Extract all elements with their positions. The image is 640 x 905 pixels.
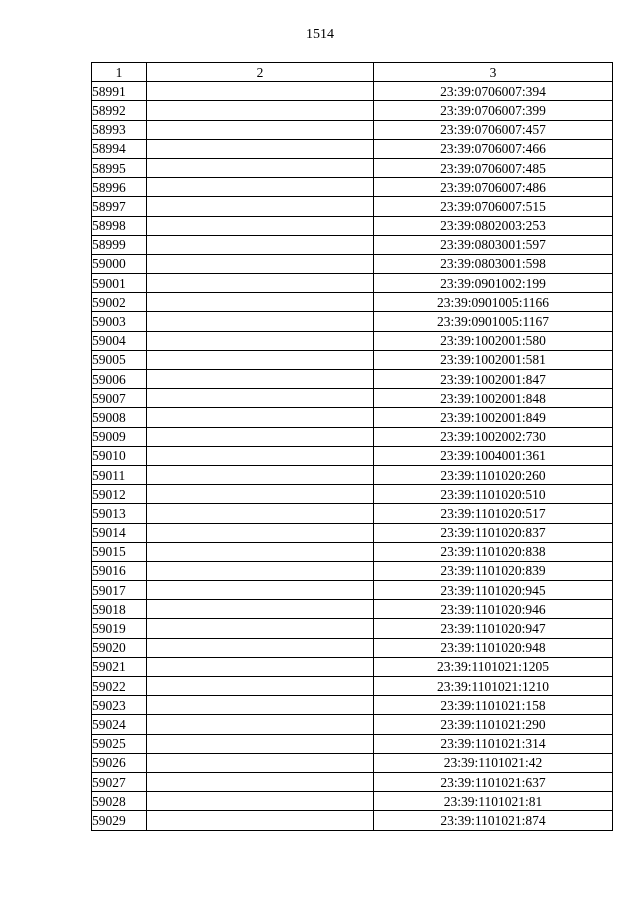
description-cell: [147, 581, 374, 600]
record-number-cell: 58994: [92, 139, 147, 158]
table-row: [92, 178, 613, 197]
description-cell: [147, 619, 374, 638]
table-row: [92, 216, 613, 235]
table-row: [92, 446, 613, 465]
cadastral-number-cell: 23:39:1002001:849: [374, 408, 613, 427]
table-row: [92, 772, 613, 791]
description-cell: [147, 427, 374, 446]
table-row: [92, 542, 613, 561]
cadastral-number-cell: 23:39:1101020:838: [374, 542, 613, 561]
table-row: [92, 561, 613, 580]
table-row: [92, 235, 613, 254]
table-row: [92, 485, 613, 504]
cadastral-number-cell: 23:39:1101021:158: [374, 696, 613, 715]
description-cell: [147, 657, 374, 676]
record-number-cell: 58998: [92, 216, 147, 235]
record-number-cell: 59024: [92, 715, 147, 734]
description-cell: [147, 408, 374, 427]
table-row: [92, 254, 613, 273]
table-row: [92, 197, 613, 216]
cadastral-number-cell: 23:39:1101021:290: [374, 715, 613, 734]
table-row: [92, 350, 613, 369]
record-number-cell: 59008: [92, 408, 147, 427]
record-number-cell: 59023: [92, 696, 147, 715]
cadastral-number-cell: 23:39:1002002:730: [374, 427, 613, 446]
cadastral-number-cell: 23:39:1002001:580: [374, 331, 613, 350]
description-cell: [147, 312, 374, 331]
table-row: [92, 465, 613, 484]
description-cell: [147, 331, 374, 350]
cadastral-number-cell: 23:39:0706007:466: [374, 139, 613, 158]
table-row: [92, 581, 613, 600]
cadastral-number-cell: 23:39:1101020:947: [374, 619, 613, 638]
cadastral-number-cell: 23:39:1101020:510: [374, 485, 613, 504]
description-cell: [147, 370, 374, 389]
cadastral-number-cell: 23:39:1101021:874: [374, 811, 613, 830]
record-number-cell: 59014: [92, 523, 147, 542]
table-row: [92, 82, 613, 101]
cadastral-number-cell: 23:39:0706007:457: [374, 120, 613, 139]
cadastral-number-cell: 23:39:1101021:1210: [374, 677, 613, 696]
cadastral-number-cell: 23:39:1002001:581: [374, 350, 613, 369]
description-cell: [147, 350, 374, 369]
description-cell: [147, 638, 374, 657]
table-row: [92, 274, 613, 293]
record-number-cell: 59022: [92, 677, 147, 696]
record-number-cell: 59020: [92, 638, 147, 657]
record-number-cell: 58999: [92, 235, 147, 254]
cadastral-number-cell: 23:39:0706007:515: [374, 197, 613, 216]
table-row: [92, 734, 613, 753]
column-header-2: 2: [147, 63, 374, 82]
table-row: [92, 811, 613, 830]
table-row: [92, 331, 613, 350]
description-cell: [147, 293, 374, 312]
record-number-cell: 59019: [92, 619, 147, 638]
header-row: [92, 63, 613, 82]
table-row: [92, 389, 613, 408]
description-cell: [147, 811, 374, 830]
cadastral-number-cell: 23:39:0802003:253: [374, 216, 613, 235]
registry-table: [91, 62, 613, 831]
cadastral-number-cell: 23:39:1101020:948: [374, 638, 613, 657]
record-number-cell: 59027: [92, 772, 147, 791]
description-cell: [147, 197, 374, 216]
cadastral-number-cell: 23:39:0901005:1166: [374, 293, 613, 312]
record-number-cell: 59028: [92, 792, 147, 811]
cadastral-number-cell: 23:39:1002001:848: [374, 389, 613, 408]
description-cell: [147, 178, 374, 197]
description-cell: [147, 542, 374, 561]
record-number-cell: 59011: [92, 465, 147, 484]
description-cell: [147, 677, 374, 696]
description-cell: [147, 120, 374, 139]
record-number-cell: 59029: [92, 811, 147, 830]
cadastral-number-cell: 23:39:1101020:260: [374, 465, 613, 484]
description-cell: [147, 216, 374, 235]
table-row: [92, 600, 613, 619]
record-number-cell: 59026: [92, 753, 147, 772]
table-row: [92, 427, 613, 446]
record-number-cell: 59000: [92, 254, 147, 273]
table-row: [92, 638, 613, 657]
table-body: [92, 82, 613, 830]
description-cell: [147, 772, 374, 791]
record-number-cell: 58992: [92, 101, 147, 120]
record-number-cell: 59016: [92, 561, 147, 580]
description-cell: [147, 235, 374, 254]
description-cell: [147, 600, 374, 619]
column-header-1: 1: [92, 63, 147, 82]
cadastral-number-cell: 23:39:1101021:1205: [374, 657, 613, 676]
table-row: [92, 677, 613, 696]
record-number-cell: 58993: [92, 120, 147, 139]
table-row: [92, 504, 613, 523]
description-cell: [147, 82, 374, 101]
description-cell: [147, 139, 374, 158]
record-number-cell: 58991: [92, 82, 147, 101]
description-cell: [147, 753, 374, 772]
table-row: [92, 408, 613, 427]
table-row: [92, 523, 613, 542]
description-cell: [147, 158, 374, 177]
description-cell: [147, 101, 374, 120]
table-row: [92, 312, 613, 331]
record-number-cell: 59006: [92, 370, 147, 389]
table-row: [92, 619, 613, 638]
table-row: [92, 158, 613, 177]
record-number-cell: 58995: [92, 158, 147, 177]
record-number-cell: 59013: [92, 504, 147, 523]
record-number-cell: 59018: [92, 600, 147, 619]
column-header-3: 3: [374, 63, 613, 82]
cadastral-number-cell: 23:39:1101020:946: [374, 600, 613, 619]
record-number-cell: 58997: [92, 197, 147, 216]
cadastral-number-cell: 23:39:0803001:598: [374, 254, 613, 273]
record-number-cell: 59001: [92, 274, 147, 293]
record-number-cell: 59007: [92, 389, 147, 408]
cadastral-number-cell: 23:39:1101020:837: [374, 523, 613, 542]
table-row: [92, 101, 613, 120]
cadastral-number-cell: 23:39:0901005:1167: [374, 312, 613, 331]
cadastral-number-cell: 23:39:1101021:81: [374, 792, 613, 811]
cadastral-number-cell: 23:39:0706007:399: [374, 101, 613, 120]
table-row: [92, 293, 613, 312]
record-number-cell: 58996: [92, 178, 147, 197]
description-cell: [147, 734, 374, 753]
table-row: [92, 120, 613, 139]
cadastral-number-cell: 23:39:1101021:637: [374, 772, 613, 791]
record-number-cell: 59003: [92, 312, 147, 331]
description-cell: [147, 696, 374, 715]
table-row: [92, 696, 613, 715]
cadastral-number-cell: 23:39:0706007:486: [374, 178, 613, 197]
table-row: [92, 139, 613, 158]
cadastral-number-cell: 23:39:0901002:199: [374, 274, 613, 293]
table-row: [92, 370, 613, 389]
record-number-cell: 59025: [92, 734, 147, 753]
description-cell: [147, 715, 374, 734]
record-number-cell: 59021: [92, 657, 147, 676]
cadastral-number-cell: 23:39:0706007:485: [374, 158, 613, 177]
page-number: 1514: [306, 27, 334, 42]
cadastral-number-cell: 23:39:1101021:314: [374, 734, 613, 753]
cadastral-number-cell: 23:39:1101020:517: [374, 504, 613, 523]
description-cell: [147, 485, 374, 504]
description-cell: [147, 274, 374, 293]
description-cell: [147, 523, 374, 542]
cadastral-number-cell: 23:39:0803001:597: [374, 235, 613, 254]
cadastral-number-cell: 23:39:0706007:394: [374, 82, 613, 101]
description-cell: [147, 389, 374, 408]
cadastral-number-cell: 23:39:1101020:945: [374, 581, 613, 600]
record-number-cell: 59004: [92, 331, 147, 350]
cadastral-number-cell: 23:39:1101020:839: [374, 561, 613, 580]
cadastral-number-cell: 23:39:1002001:847: [374, 370, 613, 389]
description-cell: [147, 254, 374, 273]
table-row: [92, 792, 613, 811]
cadastral-number-cell: 23:39:1004001:361: [374, 446, 613, 465]
description-cell: [147, 446, 374, 465]
description-cell: [147, 504, 374, 523]
table-row: [92, 657, 613, 676]
table-row: [92, 715, 613, 734]
table-row: [92, 753, 613, 772]
record-number-cell: 59017: [92, 581, 147, 600]
description-cell: [147, 561, 374, 580]
description-cell: [147, 792, 374, 811]
record-number-cell: 59015: [92, 542, 147, 561]
record-number-cell: 59012: [92, 485, 147, 504]
cadastral-number-cell: 23:39:1101021:42: [374, 753, 613, 772]
record-number-cell: 59009: [92, 427, 147, 446]
record-number-cell: 59005: [92, 350, 147, 369]
record-number-cell: 59002: [92, 293, 147, 312]
description-cell: [147, 465, 374, 484]
record-number-cell: 59010: [92, 446, 147, 465]
